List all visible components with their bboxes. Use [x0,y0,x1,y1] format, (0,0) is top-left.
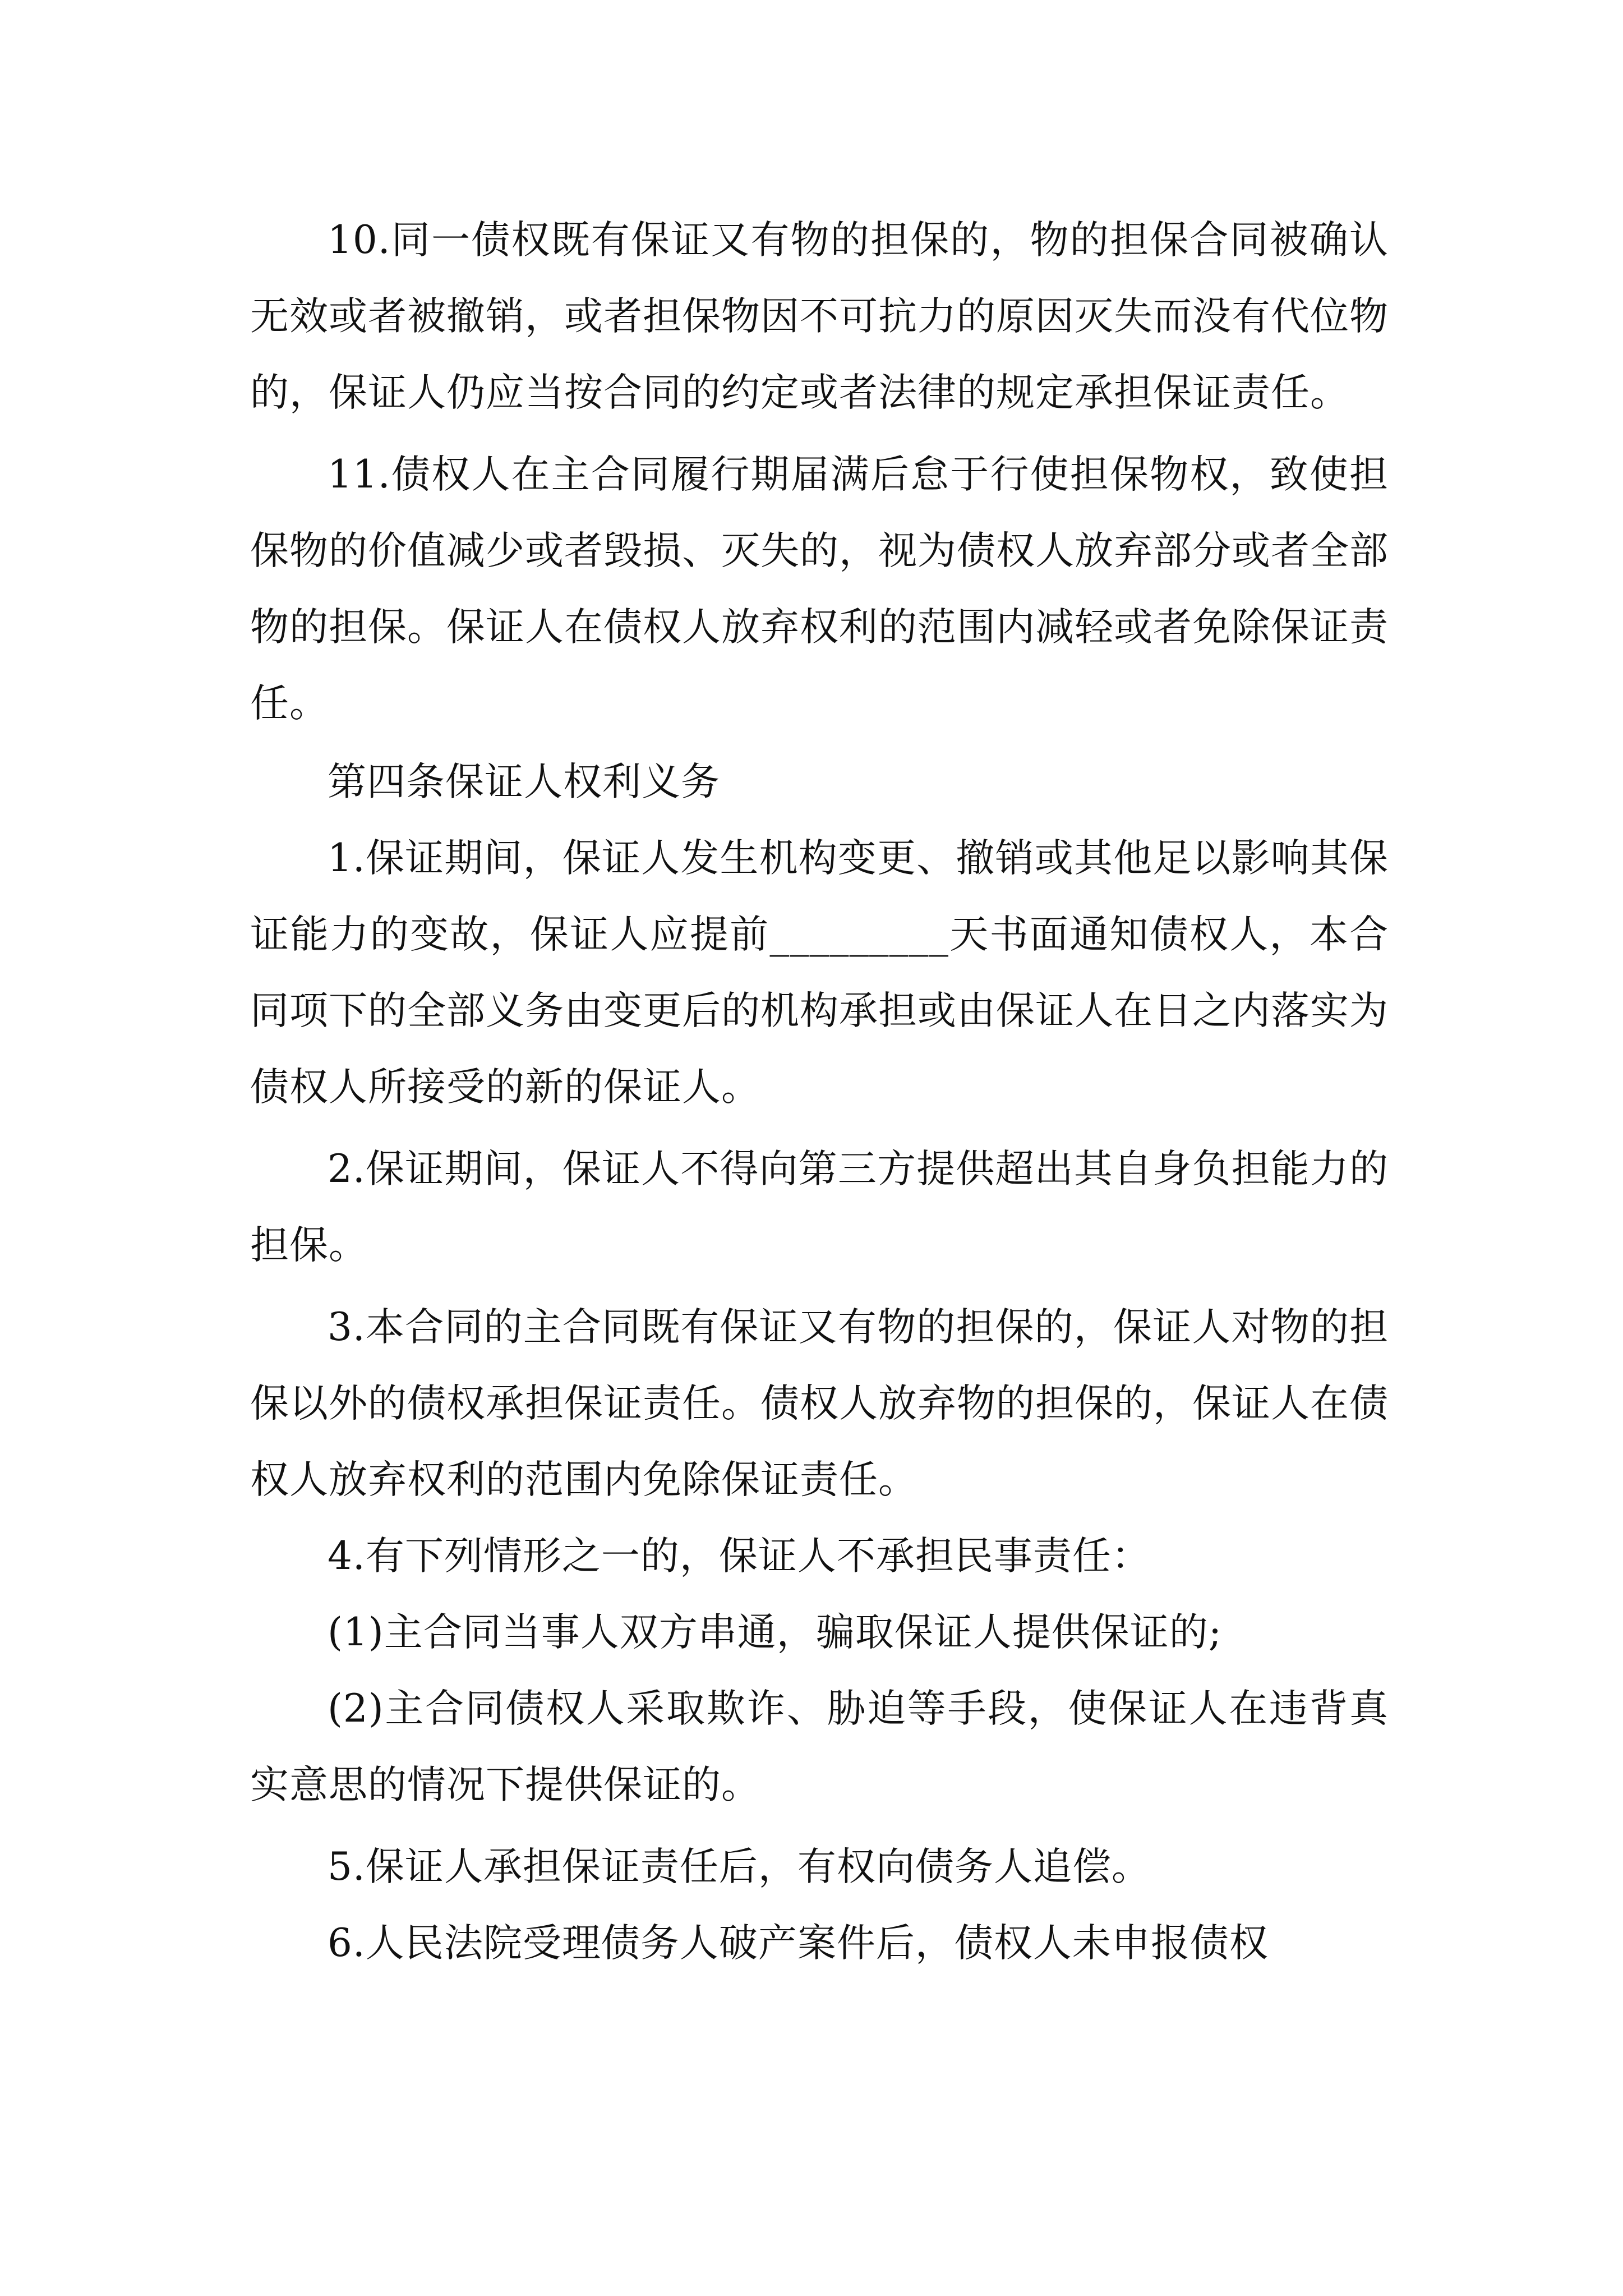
paragraph-item-1: 1.保证期间，保证人发生机构变更、撤销或其他足以影响其保证能力的变故，保证人应提前_________天书面通知债权人，本合同项下的全部义务由变更后的机构承担或由保证人在日之内落实为债权人所接受的新的保证人。 [250,836,1389,1110]
paragraph-item-3: 3.本合同的主合同既有保证又有物的担保的，保证人对物的担保以外的债权承担保证责任。债权人放弃物的担保的，保证人在债权人放弃权利的范围内免除保证责任。 [250,1305,1389,1502]
document-body [250,202,1389,1981]
paragraph-item-4: 4.有下列情形之一的，保证人不承担民事责任： [328,1534,1151,1579]
paragraph-item-5: 5.保证人承担保证责任后，有权向债务人追偿。 [328,1844,1151,1889]
paragraph-clause-11: 11.债权人在主合同履行期届满后怠于行使担保物权，致使担保物的价值减少或者毁损、灭失的，视为债权人放弃部分或者全部物的担保。保证人在债权人放弃权利的范围内减轻或者免除保证责任。 [250,452,1389,726]
article-4-heading: 第四条保证人权利义务 [328,760,720,804]
paragraph-item-4-sub-2: (2)主合同债权人采取欺诈、胁迫等手段，使保证人在违背真实意思的情况下提供保证的。 [250,1686,1389,1807]
paragraph-item-6: 6.人民法院受理债务人破产案件后，债权人未申报债权 [328,1921,1269,1966]
paragraph-item-4-sub-1: (1)主合同当事人双方串通，骗取保证人提供保证的; [328,1610,1222,1655]
paragraph-clause-10: 10.同一债权既有保证又有物的担保的，物的担保合同被确认无效或者被撤销，或者担保物因不可抗力的原因灭失而没有代位物的，保证人仍应当按合同的约定或者法律的规定承担保证责任。 [250,218,1389,415]
paragraph-item-2: 2.保证期间，保证人不得向第三方提供超出其自身负担能力的担保。 [250,1147,1389,1268]
